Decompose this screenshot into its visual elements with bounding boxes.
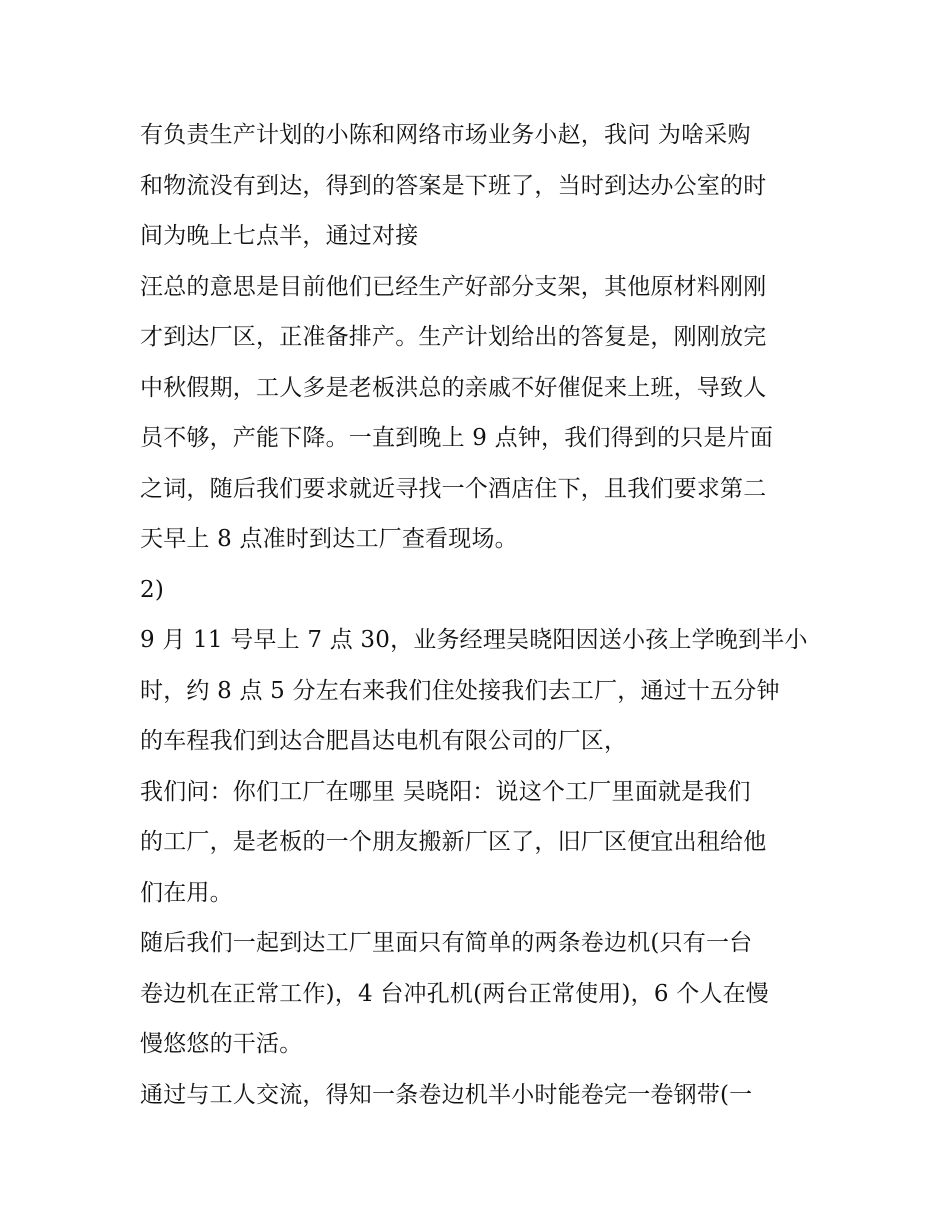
text-line: 慢悠悠的干活。 [140,1031,303,1057]
text-line: 的车程我们到达合肥昌达电机有限公司的厂区， [140,728,628,754]
text-line: 通过与工人交流，得知一条卷边机半小时能卷完一卷钢带(一 [140,1081,753,1108]
text-line: 卷边机在正常工作)，4 台冲孔机(两台正常使用)，6 个人在慢 [140,980,770,1007]
paragraph-4 [140,767,820,919]
text-line: 汪总的意思是目前他们已经生产好部分支架，其他原材料刚刚 [140,273,767,300]
text-line: 们在用。 [140,879,233,906]
paragraph-1 [140,110,820,262]
text-line: 之词，随后我们要求就近寻找一个酒店住下，且我们要求第二 [140,475,767,502]
text-line: 随后我们一起到达工厂里面只有简单的两条卷边机(只有一台 [140,930,753,956]
text-line: 间为晚上七点半，通过对接 [140,223,419,249]
document-body [140,110,820,1120]
paragraph-2 [140,262,820,565]
paragraph-6 [140,1070,820,1121]
text-line: 和物流没有到达，得到的答案是下班了，当时到达办公室的时 [140,172,767,199]
text-line: 的工厂，是老板的一个朋友搬新厂区了，旧厂区便宜出租给他 [140,829,767,855]
text-line: 时，约 8 点 5 分左右来我们住处接我们去工厂，通过十五分钟 [140,677,780,704]
text-line: 我们问：你们工厂在哪里 吴晓阳：说这个工厂里面就是我们 [140,778,751,805]
text-line: 中秋假期，工人多是老板洪总的亲戚不好催促来上班，导致人 [140,374,767,401]
paragraph-3 [140,615,820,767]
text-line: 2) [140,576,165,603]
text-line: 才到达厂区，正准备排产。生产计划给出的答复是，刚刚放完 [140,324,767,350]
text-line: 有负责生产计划的小陈和网络市场业务小赵，我问 为啥采购 [140,122,751,148]
paragraph-5 [140,918,820,1070]
text-line: 天早上 8 点准时到达工厂查看现场。 [140,526,518,552]
text-line: 9 月 11 号早上 7 点 30，业务经理吴晓阳因送小孩上学晚到半小 [140,627,808,653]
text-line: 员不够，产能下降。一直到晚上 9 点钟，我们得到的只是片面 [140,425,774,451]
section-number [140,565,820,616]
